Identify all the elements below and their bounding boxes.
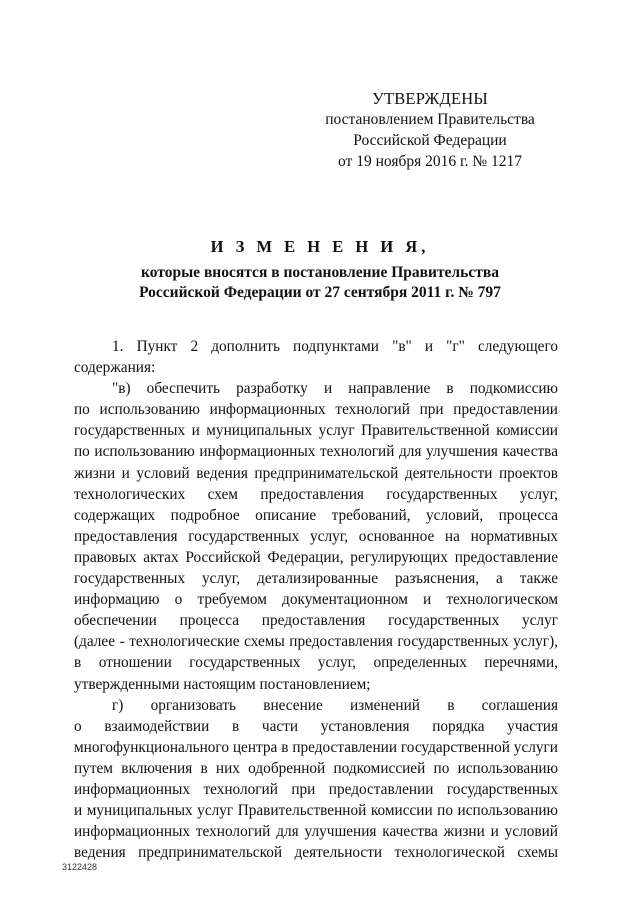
document-subtitle	[60, 263, 580, 303]
body-line: по использованию информационных технологий для улучшения качества	[74, 443, 558, 461]
body-line: информацию о требуемом документационном и технологическом	[74, 591, 558, 609]
body-line: правовых актах Российской Федерации, регулирующих предоставление	[74, 548, 558, 566]
body-line: утвержденными настоящим постановлением;	[74, 675, 371, 693]
body-line: технологических схем предоставления государственных услуг,	[74, 485, 558, 503]
body-line: ведения предпринимательской деятельности технологической схемы	[74, 844, 558, 862]
body-line: предоставления государственных услуг, основанное на нормативных	[74, 527, 558, 545]
body-line: путем включения в них одобренной подкомиссией по использованию	[74, 759, 558, 777]
approval-block	[300, 88, 560, 172]
approval-title: УТВЕРЖДЕНЫ	[372, 89, 488, 108]
body-line: государственных и муниципальных услуг Правительственной комиссии	[74, 422, 558, 440]
body-line: содержания:	[74, 359, 156, 377]
body-line: о взаимодействии в части установления порядка участия	[74, 717, 558, 735]
body-line: содержащих подробное описание требований, условий, процесса	[74, 506, 558, 524]
body-line: "в) обеспечить разработку и направление в подкомиссию	[112, 380, 558, 398]
body-line: информационных технологий для улучшения качества жизни и условий	[74, 823, 558, 841]
body-line: в отношении государственных услуг, определенных перечнями,	[74, 654, 558, 672]
body-line: г) организовать внесение изменений в соглашения	[112, 696, 558, 714]
approval-line: Российской Федерации	[353, 132, 507, 149]
document-code: 3122428	[62, 862, 98, 872]
body-line: 1. Пункт 2 дополнить подпунктами "в" и "г" следующего	[112, 338, 558, 355]
document-subtitle-line: Российской Федерации от 27 сентября 2011 г. № 797	[139, 284, 501, 301]
document-body	[74, 336, 558, 863]
body-line: (далее - технологические схемы предоставления государственных услуг),	[74, 633, 558, 651]
body-line: и муниципальных услуг Правительственной комиссии по использованию	[74, 802, 558, 820]
document-title: И З М Е Н Е Н И Я,	[210, 237, 430, 256]
body-line: информационных технологий при предоставлении государственных	[74, 780, 558, 798]
body-line: многофункционального центра в предоставлении государственной услуги	[74, 738, 558, 756]
body-line: государственных услуг, детализированные разъяснения, а также	[74, 570, 558, 588]
document-subtitle-line: которые вносятся в постановление Правительства	[141, 264, 499, 281]
approval-line: от 19 ноября 2016 г. № 1217	[338, 153, 522, 170]
body-line: по использованию информационных технологий при предоставлении	[74, 401, 558, 419]
approval-line: постановлением Правительства	[325, 111, 535, 128]
body-line: жизни и условий ведения предпринимательской деятельности проектов	[74, 464, 558, 482]
body-line: обеспечении процесса предоставления государственных услуг	[74, 612, 558, 630]
